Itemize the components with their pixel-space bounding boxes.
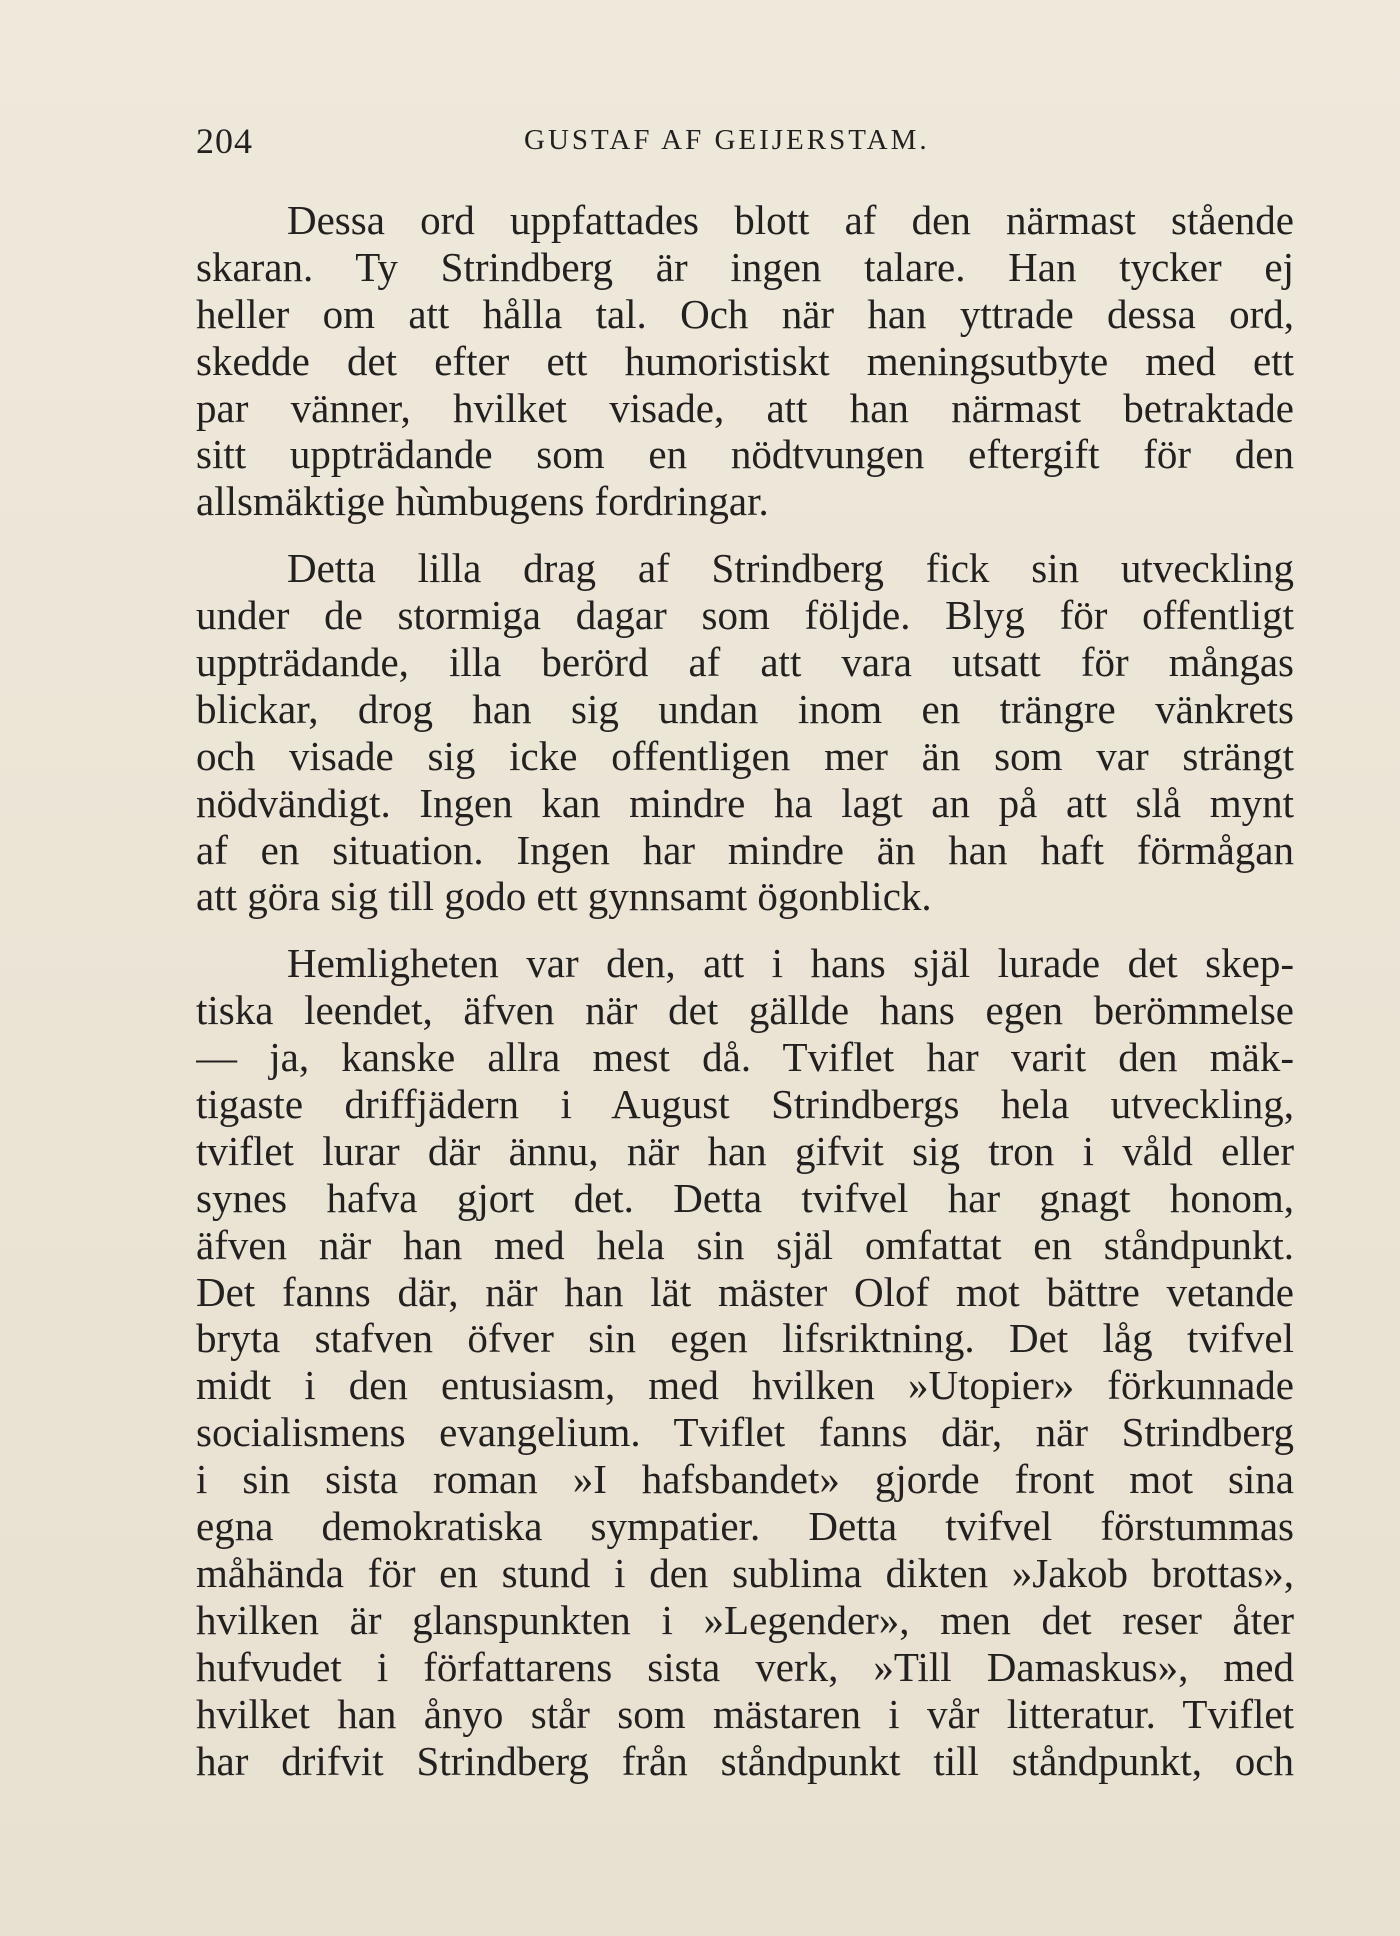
page-number: 204 (196, 121, 253, 161)
text-line: hvilket han ånyo står som mästaren i vår litteratur. Tviflet (196, 1690, 1294, 1737)
text-line: allsmäktige hùmbugens fordringar. (196, 478, 769, 525)
text-line: socialismens evangelium. Tviflet fanns där, när Strindberg (196, 1409, 1294, 1456)
text-line: sitt uppträdande som en nödtvungen eftergift för den (196, 431, 1294, 478)
paragraph-gap (196, 525, 1294, 545)
text-line: i sin sista roman »I hafsbandet» gjorde front mot sina (196, 1456, 1294, 1503)
text-line: midt i den entusiasm, med hvilken »Utopier» förkunnade (196, 1362, 1294, 1409)
text-line: Detta lilla drag af Strindberg fick sin utveckling (287, 545, 1294, 592)
text-line: blickar, drog han sig undan inom en trängre vänkrets (196, 685, 1294, 732)
paragraph-3 (196, 940, 1294, 1784)
text-line: att göra sig till godo ett gynnsamt ögonblick. (196, 873, 932, 920)
page-header (196, 120, 1296, 160)
text-line: skaran. Ty Strindberg är ingen talare. Han tycker ej (196, 243, 1294, 290)
text-line: uppträdande, illa berörd af att vara utsatt för mångas (196, 639, 1294, 686)
text-line: — ja, kanske allra mest då. Tviflet har varit den mäk- (196, 1034, 1294, 1081)
text-line: synes hafva gjort det. Detta tvifvel har gnagt honom, (196, 1174, 1294, 1221)
text-line: par vänner, hvilket visade, att han närmast betraktade (196, 384, 1294, 431)
text-line: skedde det efter ett humoristiskt meningsutbyte med ett (196, 337, 1294, 384)
paragraph-1 (196, 197, 1294, 525)
text-line: har drifvit Strindberg från ståndpunkt till ståndpunkt, och (196, 1737, 1294, 1784)
text-line: Dessa ord uppfattades blott af den närmast stående (287, 197, 1294, 243)
text-line: tiska leendet, äfven när det gällde hans egen berömmelse (196, 987, 1294, 1034)
text-line: tviflet lurar där ännu, när han gifvit sig tron i våld eller (196, 1127, 1294, 1174)
text-line: egna demokratiska sympatier. Detta tvifvel förstummas (196, 1503, 1294, 1550)
text-line: hufvudet i författarens sista verk, »Till Damaskus», med (196, 1643, 1294, 1690)
text-line: måhända för en stund i den sublima dikten »Jakob brottas», (196, 1549, 1294, 1596)
text-line: Det fanns där, när han lät mäster Olof mot bättre vetande (196, 1268, 1294, 1315)
text-line: af en situation. Ingen har mindre än han haft förmågan (196, 826, 1294, 873)
running-head: GUSTAF AF GEIJERSTAM. (524, 124, 930, 156)
text-line: äfven när han med hela sin själ omfattat en ståndpunkt. (196, 1221, 1294, 1268)
text-line: nödvändigt. Ingen kan mindre ha lagt an på att slå mynt (196, 779, 1294, 826)
text-line: tigaste driffjädern i August Strindbergs hela utveckling, (196, 1081, 1294, 1128)
text-line: heller om att hålla tal. Och när han yttrade dessa ord, (196, 290, 1294, 337)
text-line: och visade sig icke offentligen mer än som var strängt (196, 732, 1294, 779)
paragraph-gap (196, 920, 1294, 940)
text-line: bryta stafven öfver sin egen lifsriktning. Det låg tvifvel (196, 1315, 1294, 1362)
body-text (196, 197, 1294, 1784)
text-line: Hemligheten var den, att i hans själ lurade det skep- (287, 940, 1294, 987)
text-line: under de stormiga dagar som följde. Blyg för offentligt (196, 592, 1294, 639)
paragraph-2 (196, 545, 1294, 920)
text-line: hvilken är glanspunkten i »Legender», men det reser åter (196, 1596, 1294, 1643)
